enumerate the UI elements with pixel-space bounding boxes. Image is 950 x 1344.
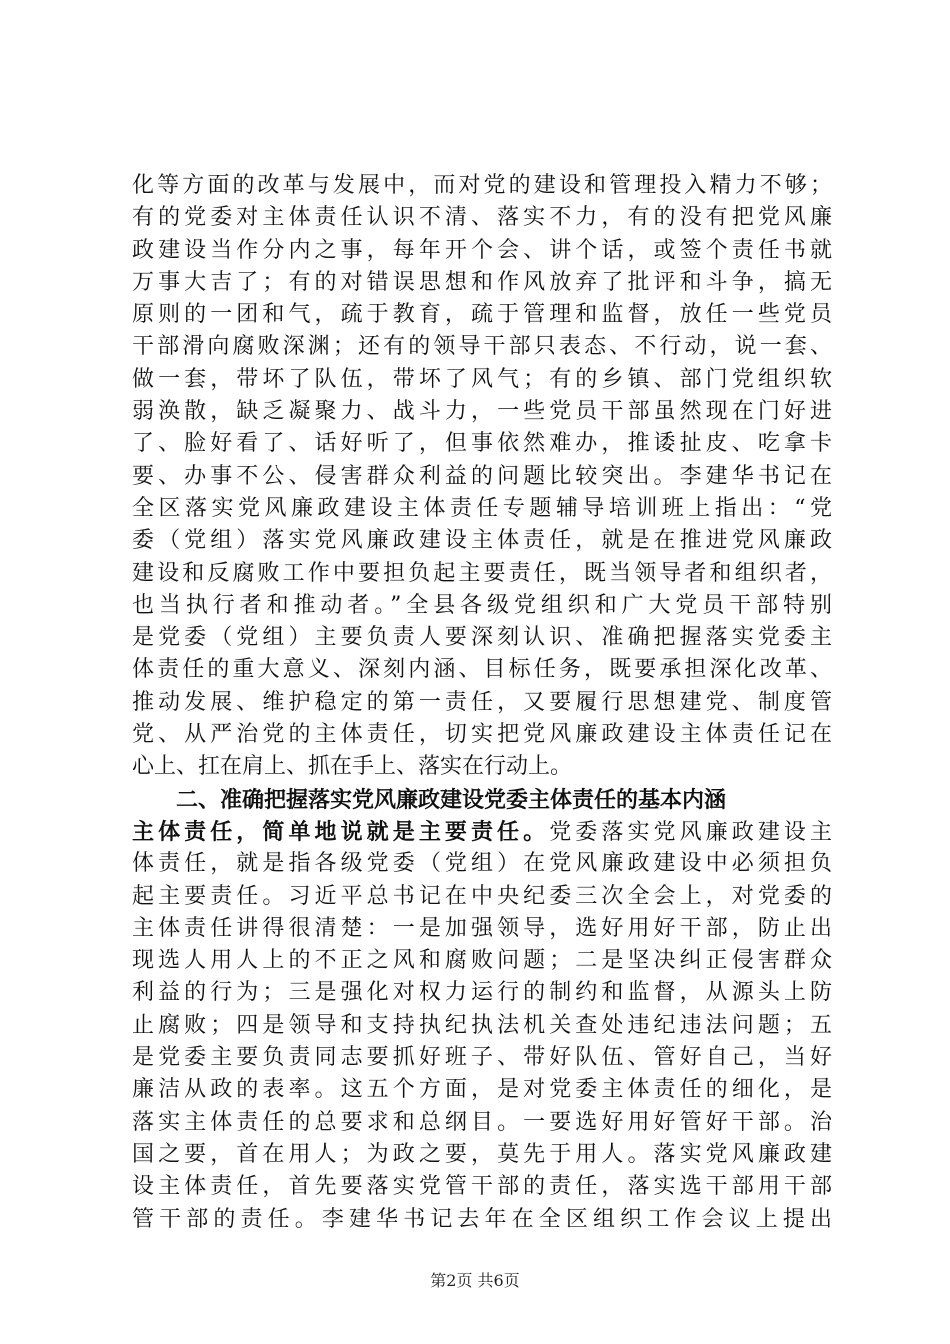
page-number-footer: 第2页 共6页 bbox=[430, 1271, 520, 1290]
paragraph-1 bbox=[132, 170, 832, 784]
text-line: 全区落实党风廉政建设主体责任专题辅导培训班上指出：“党 bbox=[132, 495, 832, 521]
text-line: 设主体责任，首先要落实党管干部的责任，落实选干部用干部 bbox=[132, 1174, 832, 1200]
text-line: 是党委主要负责同志要抓好班子、带好队伍、管好自己，当好 bbox=[132, 1045, 832, 1071]
text-line: 也当执行者和推动者。”全县各级党组织和广大党员干部特别 bbox=[132, 592, 832, 618]
text-line: 是党委（党组）主要负责人要深刻认识、准确把握落实党委主 bbox=[132, 625, 832, 651]
text-line: 建设和反腐败工作中要担负起主要责任，既当领导者和组织者， bbox=[132, 560, 832, 586]
text-line: 推动发展、维护稳定的第一责任，又要履行思想建党、制度管 bbox=[132, 689, 832, 715]
text-line: 落实主体责任的总要求和总纲目。一要选好用好管好干部。治 bbox=[132, 1109, 832, 1135]
lead-sentence: 主体责任，简单地说就是主要责任。 bbox=[132, 818, 550, 845]
text-line: 政建设当作分内之事，每年开个会、讲个话，或签个责任书就 bbox=[132, 237, 832, 263]
text-line: 起主要责任。习近平总书记在中央纪委三次全会上，对党委的 bbox=[132, 883, 832, 909]
text-line: 弱涣散，缺乏凝聚力、战斗力，一些党员干部虽然现在门好进 bbox=[132, 399, 832, 425]
text-line: 化等方面的改革与发展中，而对党的建设和管理投入精力不够； bbox=[132, 173, 832, 198]
text-line: 原则的一团和气，疏于教育，疏于管理和监督，放任一些党员 bbox=[132, 302, 832, 328]
text-line: 干部滑向腐败深渊；还有的领导干部只表态、不行动，说一套、 bbox=[132, 334, 832, 360]
section-heading: 二、准确把握落实党风廉政建设党委主体责任的基本内涵 bbox=[176, 786, 727, 813]
text-line: 体责任的重大意义、深刻内涵、目标任务，既要承担深化改革、 bbox=[132, 657, 832, 683]
paragraph-2 bbox=[132, 784, 832, 1236]
text-line: 主体责任讲得很清楚：一是加强领导，选好用好干部，防止出 bbox=[132, 915, 832, 941]
text-line: 管干部的责任。李建华书记去年在全区组织工作会议上提出 bbox=[132, 1206, 832, 1232]
text-line: 止腐败；四是领导和支持执纪执法机关查处违纪违法问题；五 bbox=[132, 1012, 832, 1038]
text-line: 要、办事不公、侵害群众利益的问题比较突出。李建华书记在 bbox=[132, 463, 832, 489]
text-line: 了、脸好看了、话好听了，但事依然难办，推诿扯皮、吃拿卡 bbox=[132, 431, 832, 457]
body-text bbox=[132, 170, 832, 1236]
text-line: 心上、扛在肩上、抓在手上、落实在行动上。 bbox=[132, 754, 573, 780]
text-line: 廉洁从政的表率。这五个方面，是对党委主体责任的细化，是 bbox=[132, 1077, 832, 1103]
text-line: 现选人用人上的不正之风和腐败问题；二是坚决纠正侵害群众 bbox=[132, 948, 832, 974]
text-line: 有的党委对主体责任认识不清、落实不力，有的没有把党风廉 bbox=[132, 205, 832, 231]
text-line: 委（党组）落实党风廉政建设主体责任，就是在推进党风廉政 bbox=[132, 528, 832, 554]
text-line: 国之要，首在用人；为政之要，莫先于用人。落实党风廉政建 bbox=[132, 1141, 832, 1167]
text-line: 体责任，就是指各级党委（党组）在党风廉政建设中必须担负 bbox=[132, 851, 832, 877]
text-line: 做一套，带坏了队伍，带坏了风气；有的乡镇、部门党组织软 bbox=[132, 366, 832, 392]
text-line: 党、从严治党的主体责任，切实把党风廉政建设主体责任记在 bbox=[132, 722, 832, 748]
lead-continuation: 党委落实党风廉政建设主 bbox=[549, 819, 832, 845]
text-line: 万事大吉了；有的对错误思想和作风放弃了批评和斗争，搞无 bbox=[132, 269, 832, 295]
text-line: 利益的行为；三是强化对权力运行的制约和监督，从源头上防 bbox=[132, 980, 832, 1006]
text-line-lead bbox=[132, 816, 832, 848]
